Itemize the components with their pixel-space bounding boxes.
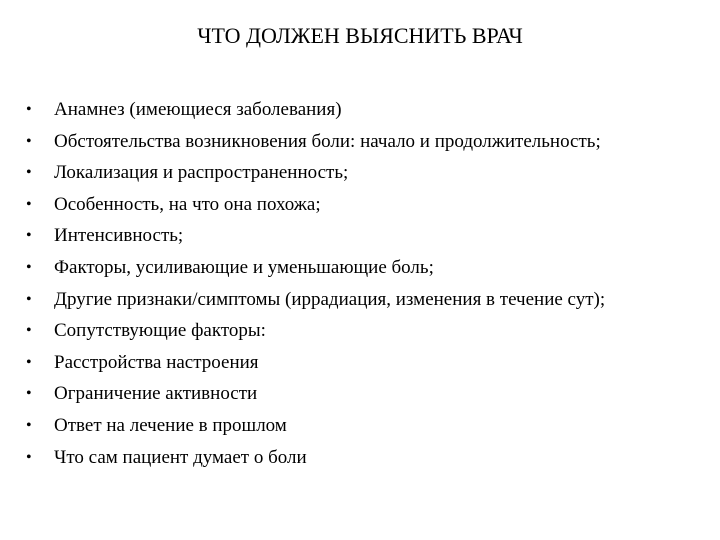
list-item-text: Расстройства настроения — [54, 351, 259, 373]
bullet-icon: • — [26, 416, 32, 434]
list-item-text: Факторы, усиливающие и уменьшающие боль; — [54, 256, 434, 278]
list-item — [26, 442, 716, 474]
bullet-icon: • — [26, 132, 32, 150]
bullet-icon: • — [26, 195, 32, 213]
bullet-list — [26, 94, 716, 473]
list-item — [26, 378, 716, 410]
list-item — [26, 94, 716, 126]
list-item — [26, 315, 716, 347]
list-item-text: Ответ на лечение в прошлом — [54, 414, 287, 436]
bullet-icon: • — [26, 227, 32, 245]
bullet-icon: • — [26, 353, 32, 371]
bullet-icon: • — [26, 322, 32, 340]
bullet-icon: • — [26, 290, 32, 308]
list-item-text: Что сам пациент думает о боли — [54, 446, 307, 468]
bullet-icon: • — [26, 385, 32, 403]
list-item — [26, 220, 716, 252]
list-item-text: Анамнез (имеющиеся заболевания) — [54, 99, 342, 120]
list-item — [26, 189, 716, 221]
list-item-text: Ограничение активности — [54, 383, 258, 405]
bullet-icon: • — [26, 101, 32, 118]
slide-title: ЧТО ДОЛЖЕН ВЫЯСНИТЬ ВРАЧ — [197, 23, 523, 48]
list-item-text: Локализация и распространенность; — [54, 162, 349, 184]
bullet-icon: • — [26, 258, 32, 276]
list-item — [26, 284, 716, 316]
list-item-text: Сопутствующие факторы: — [54, 320, 266, 342]
list-item-text: Другие признаки/симптомы (иррадиация, изменения в течение сут); — [54, 288, 606, 310]
list-item-text: Интенсивность; — [54, 225, 184, 247]
list-item — [26, 347, 716, 379]
list-item — [26, 252, 716, 284]
list-item-text: Особенность, на что она похожа; — [54, 193, 321, 215]
list-item — [26, 410, 716, 442]
bullet-icon: • — [26, 448, 32, 466]
list-item-text: Обстоятельства возникновения боли: начало и продолжительность; — [54, 130, 601, 152]
list-item — [26, 126, 716, 158]
list-item — [26, 157, 716, 189]
bullet-icon: • — [26, 164, 32, 182]
